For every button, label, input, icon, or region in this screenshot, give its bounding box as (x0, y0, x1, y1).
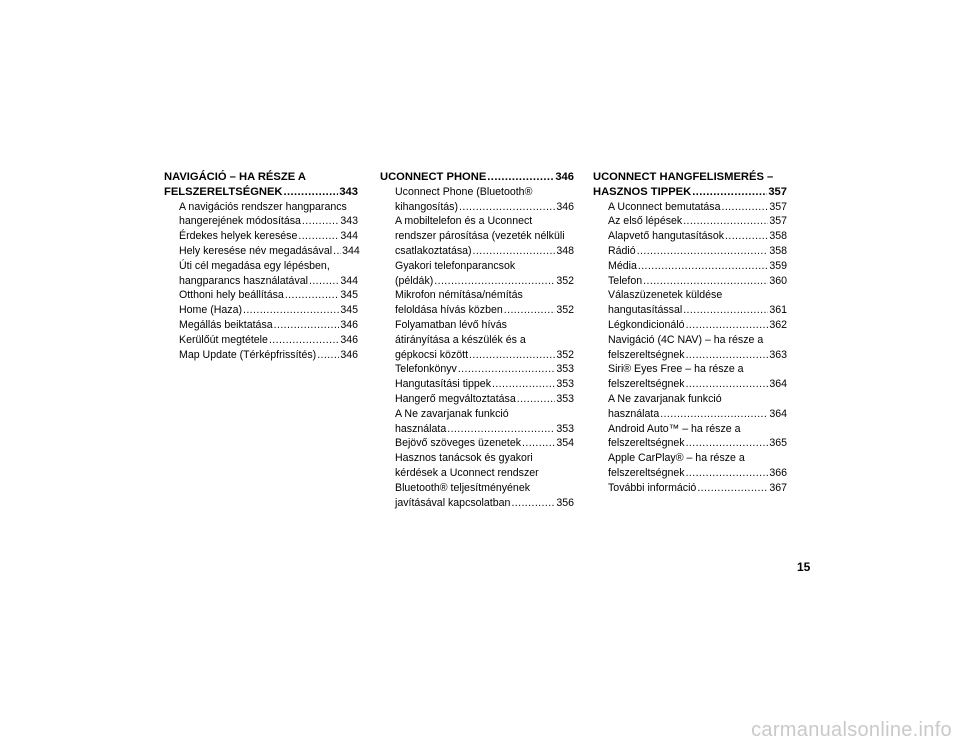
toc-entry-page: 367 (769, 481, 787, 494)
toc-entry-text: Válaszüzenetek küldése (608, 289, 723, 302)
toc-entry-text: Telefonkönyv (395, 363, 457, 376)
toc-entry[interactable] (593, 214, 787, 229)
toc-entry-page: 346 (340, 333, 358, 346)
toc-entry[interactable] (593, 481, 787, 496)
toc-entry-text: átirányítása a készülék és a (395, 333, 526, 346)
section-page-number: 346 (555, 171, 574, 183)
toc-entry-text: Megállás beiktatása (179, 318, 273, 331)
toc-entry-text: Telefon (608, 274, 643, 287)
toc-entry-text: Érdekes helyek keresése (179, 230, 298, 243)
toc-column-voice-recognition (593, 170, 787, 496)
toc-entry[interactable] (593, 200, 787, 215)
toc-entry[interactable] (380, 436, 574, 451)
toc-entry[interactable] (380, 362, 574, 377)
dot-leader (284, 185, 339, 200)
toc-entry-page: 357 (769, 215, 787, 228)
dot-leader (721, 200, 768, 215)
toc-entry-page: 353 (556, 378, 574, 391)
toc-entry[interactable] (164, 348, 358, 363)
toc-entry-text: Az első lépések (608, 215, 683, 228)
toc-entry-page: 343 (340, 215, 358, 228)
toc-entry-text: csatlakoztatása) (395, 244, 472, 257)
toc-entry-page: 344 (342, 244, 360, 257)
dot-leader (473, 244, 556, 259)
toc-entry[interactable] (164, 288, 358, 303)
toc-entry-text: (példák) (395, 274, 434, 287)
section-title[interactable] (380, 170, 574, 185)
toc-entry-page: 353 (556, 363, 574, 376)
toc-entry-text: A navigációs rendszer hangparancs (179, 200, 347, 213)
toc-entry-page: 352 (556, 274, 574, 287)
toc-entry-page: 360 (769, 274, 787, 287)
toc-entry-text: A Ne zavarjanak funkció (395, 407, 509, 420)
toc-entry-page: 361 (769, 304, 787, 317)
toc-entry-page: 354 (556, 437, 574, 450)
section-title-text: FELSZERELTSÉGNEK (164, 185, 283, 198)
toc-entry[interactable] (164, 229, 358, 244)
toc-entry[interactable] (593, 451, 787, 481)
dot-leader (686, 377, 769, 392)
toc-entry-page: 344 (340, 230, 358, 243)
section-title-text: UCONNECT HANGFELISMERÉS – (593, 171, 774, 183)
toc-entry-page: 365 (769, 437, 787, 450)
dot-leader (686, 348, 769, 363)
dot-leader (492, 377, 555, 392)
toc-entry[interactable] (380, 259, 574, 289)
dot-leader (317, 348, 339, 363)
toc-entry-text: Siri® Eyes Free – ha része a (608, 363, 744, 376)
toc-entry-text: feloldása hívás közben (395, 304, 503, 317)
toc-entry[interactable] (380, 288, 574, 318)
toc-entry-text: Alapvető hangutasítások (608, 230, 725, 243)
toc-entry-text: Úti cél megadása egy lépésben, (179, 259, 330, 272)
toc-entry-text: felszereltségnek (608, 378, 685, 391)
section-page-number: 343 (339, 185, 358, 198)
toc-entry-text: Média (608, 259, 637, 272)
section-title[interactable] (593, 170, 787, 200)
dot-leader (309, 274, 339, 289)
toc-entry-text: felszereltségnek (608, 348, 685, 361)
toc-entry[interactable] (593, 274, 787, 289)
toc-entry-page: 346 (556, 200, 574, 213)
toc-entry-text: Hasznos tanácsok és gyakori (395, 452, 533, 465)
toc-entry[interactable] (380, 185, 574, 215)
toc-entry-text: hangutasítással (608, 304, 683, 317)
toc-entry-text: Gyakori telefonparancsok (395, 259, 516, 272)
watermark: carmanualsonline.info (751, 719, 952, 741)
toc-entry-text: kérdések a Uconnect rendszer (395, 466, 539, 479)
dot-leader (504, 303, 556, 318)
dot-leader (725, 229, 768, 244)
toc-entry-page: 358 (769, 244, 787, 257)
dot-leader (298, 229, 339, 244)
toc-entry[interactable] (593, 392, 787, 422)
dot-leader (458, 362, 555, 377)
dot-leader (447, 422, 555, 437)
dot-leader (243, 303, 339, 318)
dot-leader (517, 392, 556, 407)
section-title-text: NAVIGÁCIÓ – HA RÉSZE A (164, 171, 306, 183)
toc-entry-page: 346 (340, 318, 358, 331)
toc-entry-page: 359 (769, 259, 787, 272)
toc-entry-text: használata (608, 407, 660, 420)
dot-leader (638, 259, 768, 274)
toc-entry-text: Légkondicionáló (608, 318, 685, 331)
section-title-text: HASZNOS TIPPEK (593, 185, 692, 198)
toc-entry-page: 353 (556, 392, 574, 405)
page-number: 15 (797, 560, 811, 574)
toc-entry-page: 364 (769, 378, 787, 391)
toc-entry-page: 345 (340, 289, 358, 302)
toc-entry[interactable] (593, 288, 787, 318)
toc-entry-text: gépkocsi között (395, 348, 469, 361)
dot-leader (511, 496, 555, 511)
toc-entry[interactable] (593, 318, 787, 333)
toc-entry[interactable] (593, 362, 787, 392)
toc-entry-page: 358 (769, 230, 787, 243)
toc-entry-page: 364 (769, 407, 787, 420)
toc-column-navigation (164, 170, 358, 362)
toc-entry-page: 346 (340, 348, 358, 361)
toc-entry-page: 363 (769, 348, 787, 361)
toc-entry[interactable] (380, 392, 574, 407)
toc-entry-page: 357 (769, 200, 787, 213)
dot-leader (434, 274, 555, 289)
dot-leader (469, 348, 555, 363)
toc-entry[interactable] (380, 318, 574, 362)
toc-entry[interactable] (593, 422, 787, 452)
dot-leader (697, 481, 768, 496)
toc-entry-text: rendszer párosítása (vezeték nélküli (395, 230, 565, 243)
toc-entry[interactable] (164, 200, 358, 230)
toc-entry[interactable] (380, 377, 574, 392)
toc-entry-text: Mikrofon némítása/némítás (395, 289, 523, 302)
dot-leader (459, 200, 555, 215)
toc-entry[interactable] (593, 333, 787, 363)
toc-entry[interactable] (164, 318, 358, 333)
toc-entry[interactable] (380, 407, 574, 437)
dot-leader (686, 318, 769, 333)
toc-column-uconnect-phone (380, 170, 574, 510)
toc-entry-text: A Ne zavarjanak funkció (608, 392, 722, 405)
toc-entry-text: Hangerő megváltoztatása (395, 392, 516, 405)
toc-entry-text: Kerülőút megtétele (179, 333, 268, 346)
toc-entry-text: Android Auto™ – ha része a (608, 422, 741, 435)
toc-entry[interactable] (380, 451, 574, 510)
dot-leader (692, 185, 767, 200)
toc-entry[interactable] (164, 259, 358, 289)
toc-entry-text: Hangutasítási tippek (395, 378, 491, 391)
toc-entry-text: A Uconnect bemutatása (608, 200, 721, 213)
dot-leader (637, 244, 769, 259)
toc-entry[interactable] (380, 214, 574, 258)
toc-entry-text: Home (Haza) (179, 304, 242, 317)
toc-entry-page: 345 (340, 304, 358, 317)
dot-leader (522, 436, 555, 451)
toc-entry-text: felszereltségnek (608, 437, 685, 450)
toc-entry-text: Uconnect Phone (Bluetooth® (395, 185, 533, 198)
toc-entry-page: 352 (556, 348, 574, 361)
dot-leader (302, 214, 339, 229)
toc-entry-text: Bejövő szöveges üzenetek (395, 437, 522, 450)
toc-entry-page: 352 (556, 304, 574, 317)
toc-entry[interactable] (164, 333, 358, 348)
toc-entry-page: 366 (769, 466, 787, 479)
toc-entry-page: 348 (556, 244, 574, 257)
toc-entry[interactable] (164, 303, 358, 318)
toc-entry-text: Navigáció (4C NAV) – ha része a (608, 333, 764, 346)
toc-entry-text: Folyamatban lévő hívás (395, 318, 507, 331)
toc-entry-text: használata (395, 422, 447, 435)
toc-entry-text: Apple CarPlay® – ha része a (608, 452, 745, 465)
dot-leader (683, 214, 768, 229)
toc-entry-text: javításával kapcsolatban (395, 496, 511, 509)
toc-entry-text: Hely keresése név megadásával (179, 244, 333, 257)
toc-entry-text: hangparancs használatával (179, 274, 308, 287)
toc-entry-text: kihangosítás) (395, 200, 459, 213)
toc-entry-text: Map Update (Térképfrissítés) (179, 348, 317, 361)
dot-leader (683, 303, 768, 318)
toc-entry-page: 362 (769, 318, 787, 331)
toc-entry-text: Otthoni hely beállítása (179, 289, 284, 302)
toc-entry-page: 356 (556, 496, 574, 509)
section-title[interactable] (164, 170, 358, 200)
toc-entry-page: 353 (556, 422, 574, 435)
dot-leader (643, 274, 768, 289)
toc-entry-page: 344 (340, 274, 358, 287)
toc-entry[interactable] (164, 244, 358, 259)
toc-entry[interactable] (593, 229, 787, 244)
toc-entry-text: Rádió (608, 244, 636, 257)
dot-leader (660, 407, 768, 422)
dot-leader (274, 318, 340, 333)
section-title-text: UCONNECT PHONE (380, 171, 487, 183)
toc-entry-text: A mobiltelefon és a Uconnect (395, 215, 533, 228)
toc-entry[interactable] (593, 244, 787, 259)
dot-leader (333, 244, 341, 259)
dot-leader (269, 333, 339, 348)
dot-leader (285, 288, 339, 303)
toc-entry-text: További információ (608, 481, 697, 494)
toc-entry[interactable] (593, 259, 787, 274)
dot-leader (487, 170, 554, 185)
dot-leader (686, 436, 769, 451)
toc-entry-text: felszereltségnek (608, 466, 685, 479)
dot-leader (686, 466, 769, 481)
toc-entry-text: Bluetooth® teljesítményének (395, 481, 531, 494)
toc-entry-text: hangerejének módosítása (179, 215, 301, 228)
section-page-number: 357 (768, 185, 787, 198)
